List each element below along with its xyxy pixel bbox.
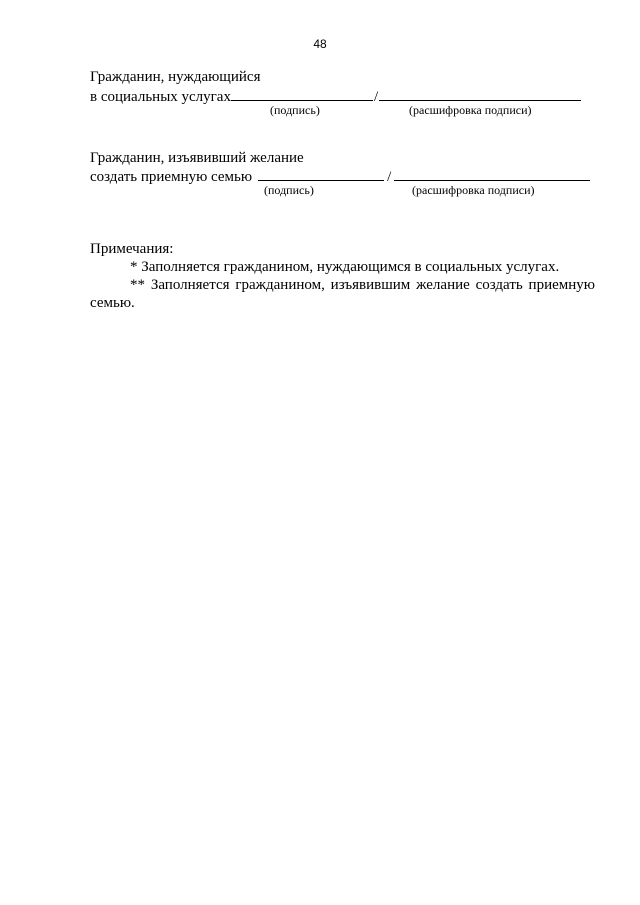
block1-label: в социальных услугах [90,89,231,105]
note-2-continuation: семью. [90,295,135,311]
block2-decode-field[interactable] [394,166,590,181]
block2-caption-decode: (расшифровка подписи) [412,183,535,197]
block1-signature-field[interactable] [231,86,373,101]
block1-caption-signature: (подпись) [270,103,320,117]
block2-slash: / [387,169,392,185]
note-1: * Заполняется гражданином, нуждающимся в социальных услугах. [130,259,560,275]
block1-caption-decode: (расшифровка подписи) [409,103,532,117]
notes-heading: Примечания: [90,241,174,257]
block1-heading: Гражданин, нуждающийся [90,69,261,85]
block1-decode-field[interactable] [379,86,581,101]
block2-heading: Гражданин, изъявивший желание [90,150,304,166]
block1-slash: / [373,89,379,105]
block2-label: создать приемную семью [90,169,253,185]
block2-caption-signature: (подпись) [264,183,314,197]
block2-signature-field[interactable] [258,166,384,181]
note-2-first-line: ** Заполняется гражданином, изъявившим желание создать приемную [130,277,595,293]
page-number: 48 [313,37,327,51]
